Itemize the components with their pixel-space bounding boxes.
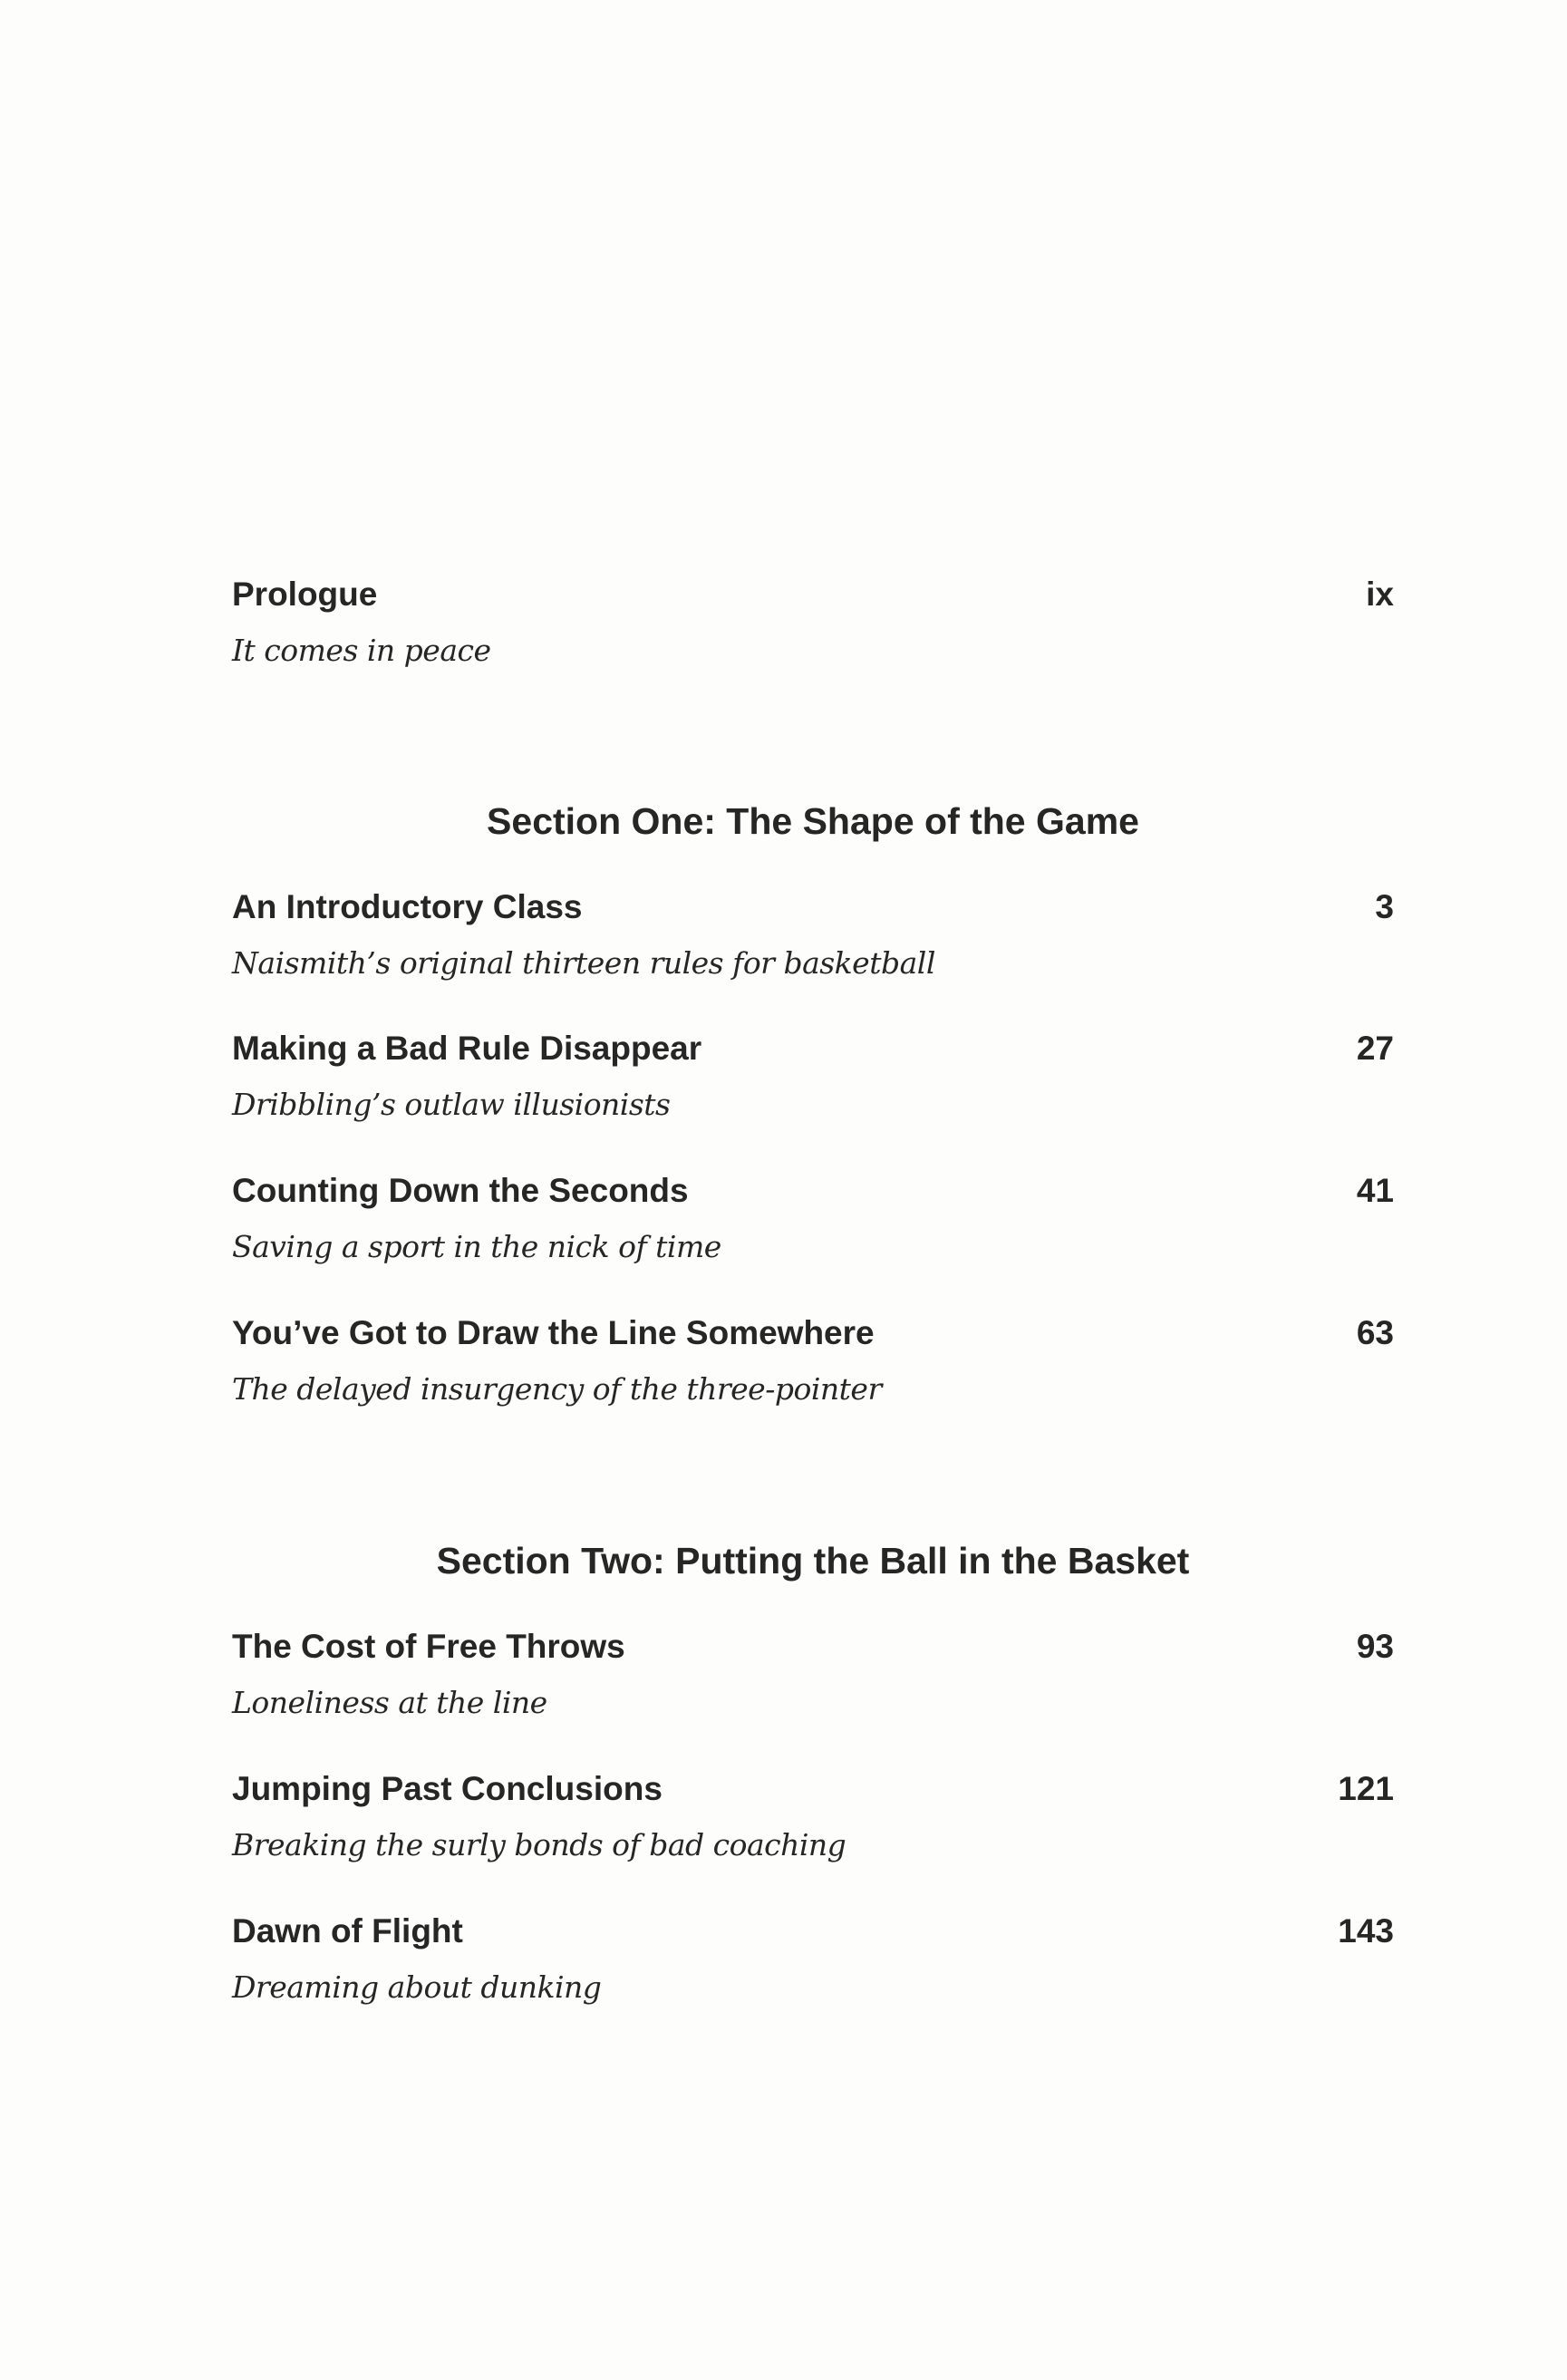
entry-title: Prologue bbox=[232, 576, 378, 613]
entry-title: An Introductory Class bbox=[232, 888, 583, 925]
entry-subtitle: Saving a sport in the nick of time bbox=[232, 1229, 721, 1264]
entry-title: The Cost of Free Throws bbox=[232, 1628, 625, 1665]
entry-title: Jumping Past Conclusions bbox=[232, 1770, 663, 1807]
entry-page: 27 bbox=[1356, 1030, 1394, 1067]
entry-title: Dawn of Flight bbox=[232, 1912, 463, 1949]
entry-page: 143 bbox=[1338, 1912, 1394, 1949]
entry-subtitle: It comes in peace bbox=[232, 633, 491, 668]
entry-title: You’ve Got to Draw the Line Somewhere bbox=[232, 1314, 875, 1351]
entry-subtitle: Dreaming about dunking bbox=[232, 1969, 602, 2005]
entry-subtitle: Breaking the surly bonds of bad coaching bbox=[232, 1827, 846, 1862]
entry-page: 93 bbox=[1356, 1628, 1394, 1665]
entry-page: 63 bbox=[1356, 1314, 1394, 1351]
section-heading: Section Two: Putting the Ball in the Basket bbox=[436, 1540, 1190, 1582]
entry-subtitle: Naismith’s original thirteen rules for basketball bbox=[232, 945, 935, 981]
section-heading: Section One: The Shape of the Game bbox=[487, 800, 1139, 842]
entry-subtitle: Loneliness at the line bbox=[232, 1685, 547, 1720]
entry-page: ix bbox=[1366, 576, 1394, 613]
entry-subtitle: The delayed insurgency of the three-pointer bbox=[232, 1371, 882, 1407]
entry-page: 121 bbox=[1338, 1770, 1394, 1807]
entry-page: 41 bbox=[1356, 1172, 1394, 1209]
entry-subtitle: Dribbling’s outlaw illusionists bbox=[232, 1087, 671, 1122]
entry-title: Counting Down the Seconds bbox=[232, 1172, 689, 1209]
entry-page: 3 bbox=[1375, 888, 1394, 925]
entry-title: Making a Bad Rule Disappear bbox=[232, 1030, 702, 1067]
